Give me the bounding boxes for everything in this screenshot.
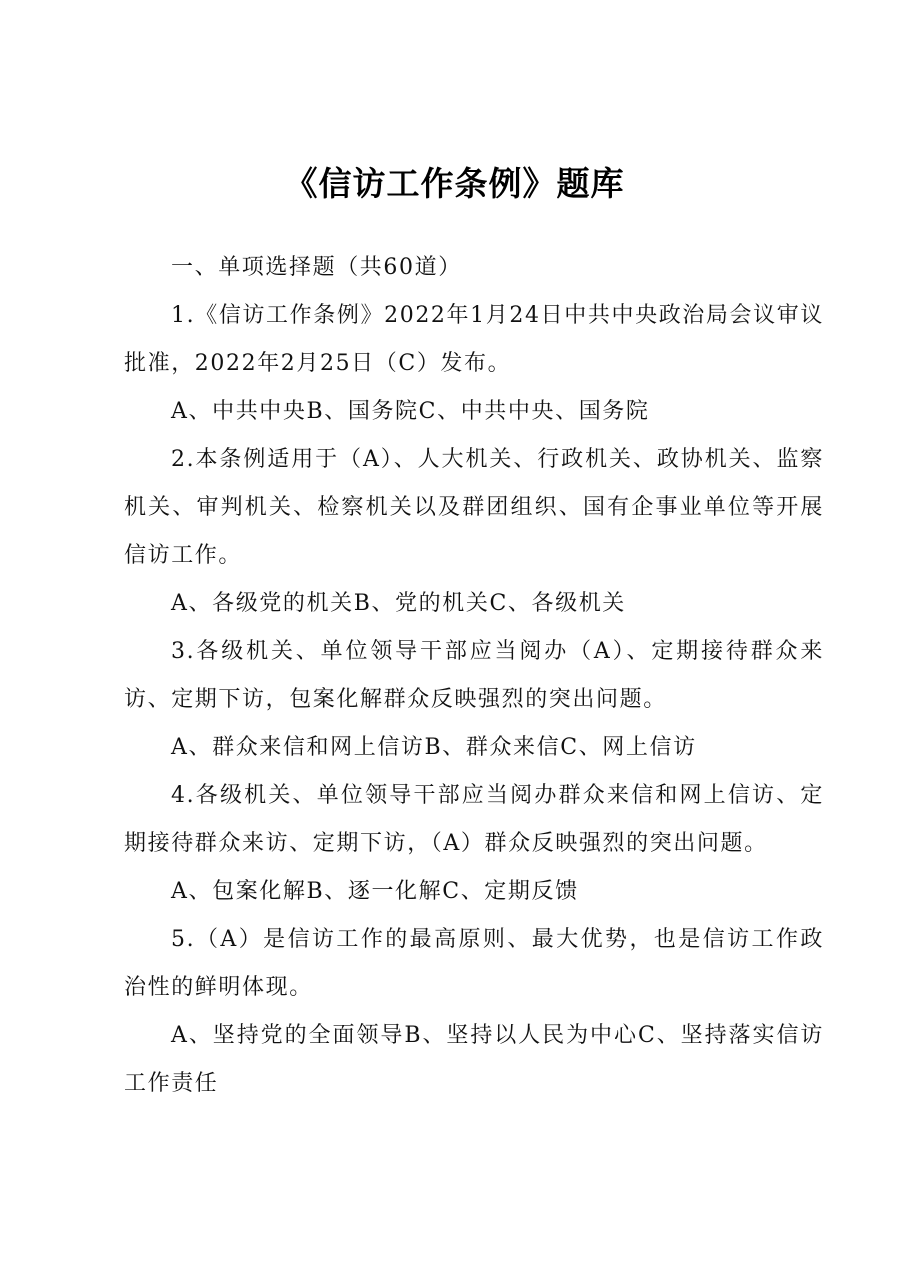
question-1: 1.《信访工作条例》2022年1月24日中共中央政治局会议审议批准，2022年2月25日（C）发布。	[124, 303, 824, 376]
section-heading: 一、单项选择题（共60道）	[171, 255, 462, 280]
question-4-options: A、包案化解B、逐一化解C、定期反馈	[171, 879, 579, 904]
question-2: 2.本条例适用于（A）、人大机关、行政机关、政协机关、监察机关、审判机关、检察机关以及群团组织、国有企事业单位等开展信访工作。	[124, 447, 824, 568]
question-4: 4.各级机关、单位领导干部应当阅办群众来信和网上信访、定期接待群众来访、定期下访，（A）群众反映强烈的突出问题。	[124, 783, 824, 856]
document-title: 《信访工作条例》题库	[284, 164, 625, 203]
question-2-options: A、各级党的机关B、党的机关C、各级机关	[171, 591, 626, 616]
question-3: 3.各级机关、单位领导干部应当阅办（A）、定期接待群众来访、定期下访，包案化解群众反映强烈的突出问题。	[124, 639, 824, 712]
question-3-options: A、群众来信和网上信访B、群众来信C、网上信访	[171, 735, 697, 760]
question-5-options: A、坚持党的全面领导B、坚持以人民为中心C、坚持落实信访工作责任	[124, 1023, 824, 1096]
document-body	[124, 244, 824, 1108]
question-1-options: A、中共中央B、国务院C、中共中央、国务院	[171, 399, 650, 424]
question-5: 5.（A）是信访工作的最高原则、最大优势，也是信访工作政治性的鲜明体现。	[124, 927, 824, 1000]
